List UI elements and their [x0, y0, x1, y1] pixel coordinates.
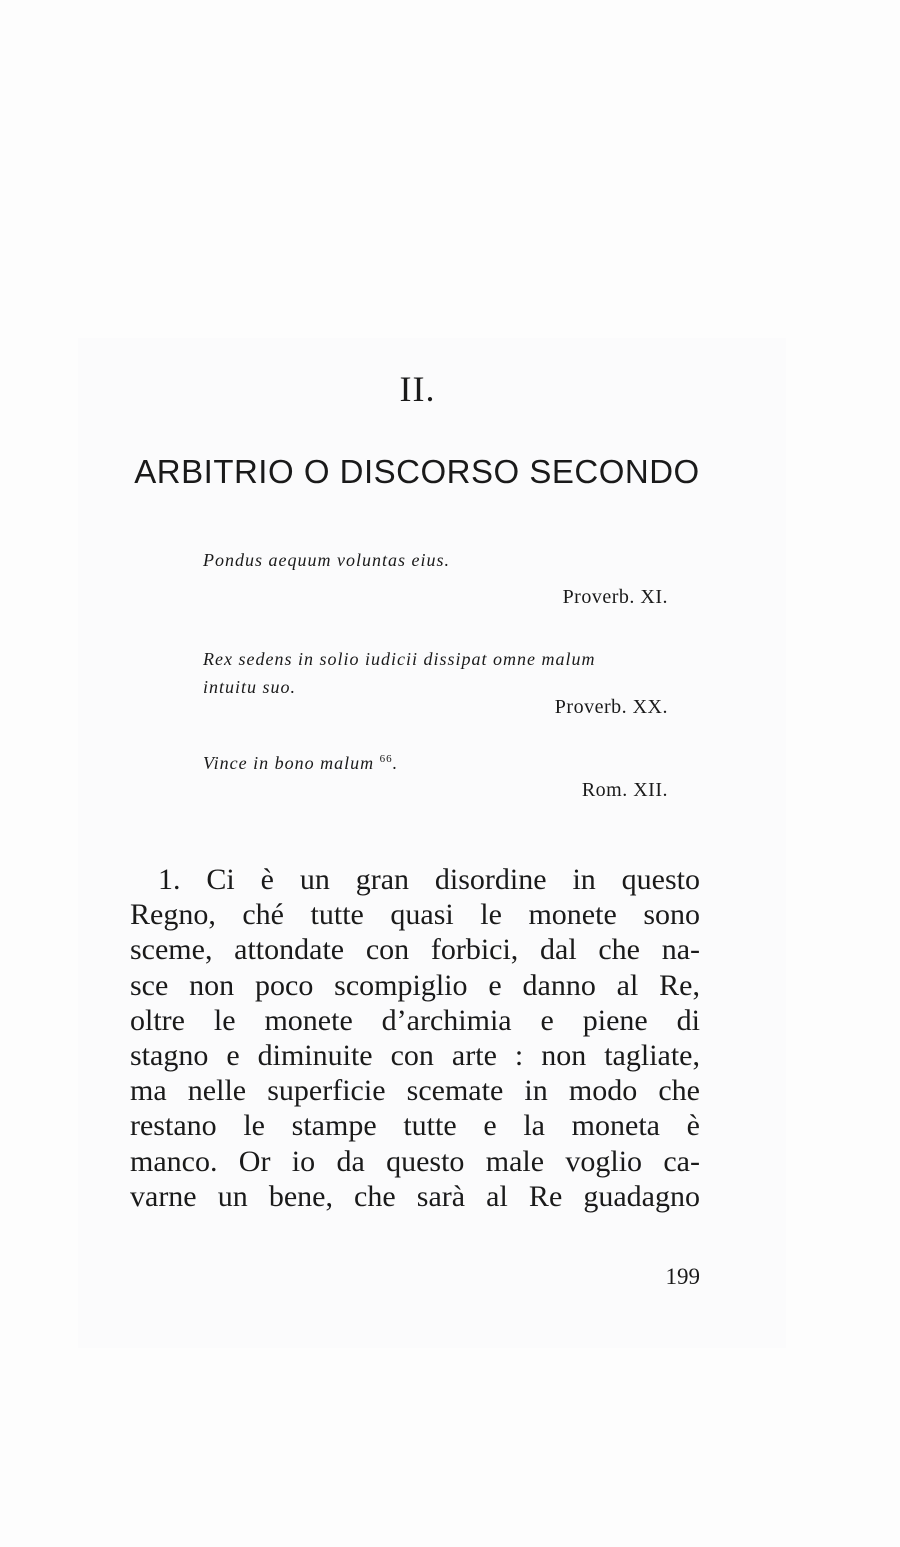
- paragraph-line: manco. Or io da questo male voglio ca-: [130, 1144, 700, 1178]
- epigraph-1-line-1: Pondus aequum voluntas eius.: [203, 550, 450, 570]
- paragraph-line: ma nelle superficie scemate in modo che: [130, 1074, 700, 1108]
- paragraph-line: Regno, ché tutte quasi le monete sono: [130, 898, 700, 932]
- paragraph-line: varne un bene, che sarà al Re guadagno: [130, 1179, 700, 1213]
- chapter-number: II.: [399, 369, 436, 409]
- epigraph-3-source: Rom. XII.: [581, 779, 668, 801]
- epigraph-2: [203, 645, 703, 701]
- page-number: 199: [665, 1264, 700, 1289]
- epigraph-3-line-1: Vince in bono malum: [203, 753, 375, 773]
- epigraph-2-line-2: intuitu suo.: [203, 677, 297, 697]
- paragraph-line: 1. Ci è un gran disordine in questo: [158, 863, 700, 896]
- paragraph-1: [130, 862, 700, 1214]
- paragraph-line: sceme, attondate con forbici, dal che na-: [130, 933, 700, 967]
- paragraph-line: stagno e diminuite con arte : non tagliate,: [130, 1039, 700, 1073]
- epigraph-3-trailing: .: [392, 753, 399, 773]
- epigraph-3: [203, 745, 703, 777]
- footnote-ref-66[interactable]: 66: [379, 753, 393, 765]
- epigraph-2-source: Proverb. XX.: [554, 696, 668, 718]
- epigraph-2-line-1: Rex sedens in solio iudicii dissipat omne malum: [203, 649, 596, 669]
- paragraph-line: restano le stampe tutte e la moneta è: [130, 1109, 700, 1143]
- chapter-title: ARBITRIO O DISCORSO SECONDO: [134, 453, 700, 490]
- paragraph-line: oltre le monete d’archimia e piene di: [130, 1003, 700, 1037]
- epigraph-1-source: Proverb. XI.: [562, 586, 668, 608]
- paragraph-line: sce non poco scompiglio e danno al Re,: [130, 968, 700, 1002]
- epigraph-1: [203, 546, 703, 574]
